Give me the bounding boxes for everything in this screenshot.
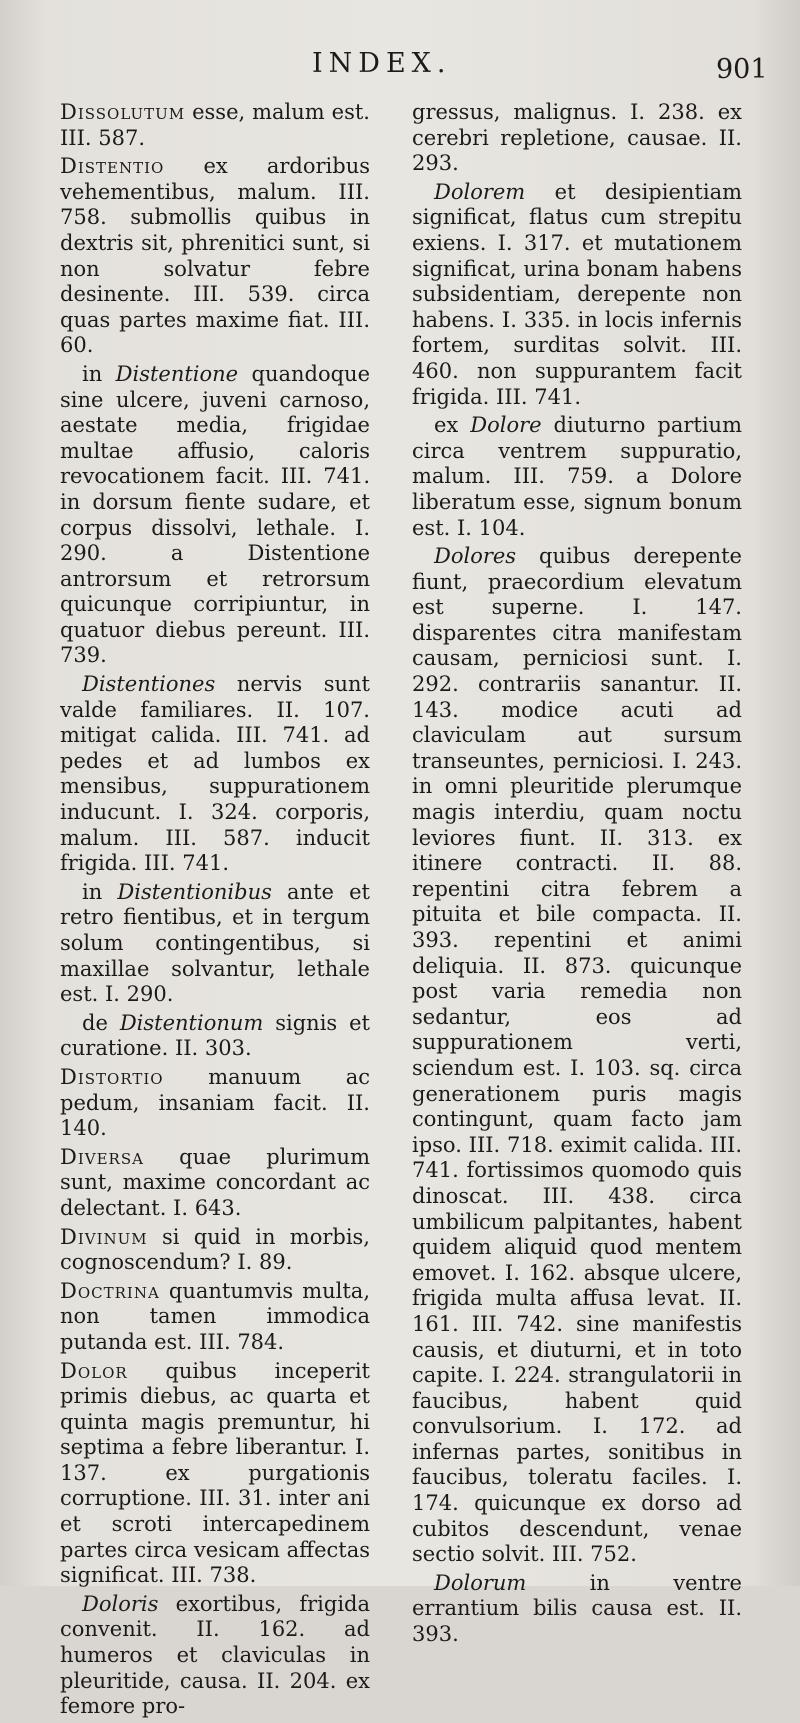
entry-headword: Diversa — [60, 1144, 144, 1169]
entry-text: si quid in morbis, cognoscendum? I. 89. — [60, 1224, 370, 1275]
entry-text: quibus inceperit primis diebus, ac quarta et quinta magis premuntur, hi septima a febre liberantur. I. 137. ex purgationis corruptione. III. 31. inter ani et scroti intercapedinem partes circa vesicam affectas significat. III. 738. — [60, 1358, 370, 1588]
entry-keyword: Dolorem — [434, 179, 526, 204]
index-entry — [60, 100, 370, 151]
entry-prefix: de — [82, 1010, 120, 1035]
index-entry — [412, 100, 742, 177]
index-entry — [412, 180, 742, 410]
index-entry — [60, 1359, 370, 1589]
page-header — [0, 44, 800, 94]
index-entry — [412, 413, 742, 541]
entry-keyword: Doloris — [82, 1591, 159, 1616]
page-number: 901 — [716, 54, 768, 85]
entry-keyword: Distentiones — [82, 672, 216, 697]
index-entry — [412, 1571, 742, 1648]
index-entry — [60, 1065, 370, 1142]
entry-text: et desipientiam significat, flatus cum strepitu exiens. I. 317. et mutationem significat, urina bonam habens subsidentiam, derepente non habens. I. 335. in locis infernis fortem, surditas solvit. III. 460. non suppurantem facit frigida. III. 741. — [412, 179, 742, 409]
index-entry — [412, 544, 742, 1568]
entry-headword: Divinum — [60, 1224, 148, 1249]
index-entry — [60, 362, 370, 669]
entry-text: quibus derepente fiunt, praecordium elevatum est superne. I. 147. disparentes citra manifestam causam, perniciosi sunt. I. 292. contrariis sanantur. II. 143. modice acuti ad claviculam aut sursum transeuntes, perniciosi. I. 243. in omni pleuritide plerumque magis interdiu, quam noctu leviores fiunt. II. 313. ex itinere contracti. II. 88. repentini citra febrem a pituita et bile compacta. II. 393. repentini et animi deliquia. II. 873. quicunque post varia remedia non sedantur, eos ad suppurationem verti, sciendum est. I. 103. sq. circa generationem puris magis contingunt, quam facto jam ipso. III. 718. eximit calida. III. 741. fortissimos quomodo quis dinoscat. III. 438. circa umbilicum palpitantes, habent quidem aliquid quod mentem emovet. I. 162. absque ulcere, frigida multa affusa levat. II. 161. III. 742. sine manifestis causis, et diuturni, et in toto capite. I. 224. strangulatorii in faucibus, habent quid convulsorium. I. 172. ad infernas partes, sonitibus in faucibus, toleratu faciles. I. 174. quicunque ex dorso ad cubitos descendunt, venae sectio solvit. III. 752. — [412, 544, 742, 1567]
entry-text: ante et retro fientibus, et in tergum solum contingentibus, si maxillae solvantur, lethale est. I. 290. — [60, 879, 370, 1007]
entry-keyword: Dolores — [434, 544, 517, 569]
entry-keyword: Distentione — [115, 361, 239, 386]
index-entry — [60, 1145, 370, 1222]
index-entry — [60, 1011, 370, 1062]
index-entry — [60, 1225, 370, 1276]
entry-text: in ventre errantium bilis causa est. II. 393. — [412, 1570, 742, 1647]
entry-prefix: ex — [434, 413, 471, 438]
entry-headword: Distentio — [60, 154, 165, 179]
entry-text: gressus, malignus. I. 238. ex cerebri repletione, causae. II. 293. — [412, 100, 742, 176]
index-entry — [60, 154, 370, 359]
entry-text: signis et curatione. II. 303. — [60, 1010, 370, 1061]
entry-text: quandoque sine ulcere, juveni carnoso, aestate media, frigidae multae affusio, caloris revocationem facit. III. 741. in dorsum fiente sudare, et corpus dissolvi, lethale. I. 290. a Distentione antrorsum et retrorsum quicunque corripiuntur, in quatuor diebus pereunt. III. 739. — [60, 361, 371, 668]
left-column — [60, 100, 370, 1723]
entry-text: quantumvis multa, non tamen immodica putanda est. III. 784. — [60, 1278, 370, 1354]
entry-headword: Dolor — [60, 1358, 128, 1383]
entry-text: nervis sunt valde familiares. II. 107. mitigat calida. III. 741. ad pedes et ad lumbos ex mensibus, suppurationem inducunt. I. 324. corporis, malum. III. 587. inducit frigida. III. 741. — [60, 672, 370, 876]
entry-text: quae plurimum sunt, maxime concordant ac delectant. I. 643. — [60, 1144, 370, 1220]
entry-keyword: Dolorum — [434, 1570, 527, 1595]
entry-headword: Doctrina — [60, 1278, 160, 1303]
entry-prefix: in — [82, 361, 116, 386]
entry-keyword: Distentionum — [119, 1010, 264, 1035]
entry-text: exortibus, frigida convenit. II. 162. ad humeros et claviculas in pleuritide, causa. II. 204. ex femore pro- — [60, 1591, 370, 1719]
index-entry — [60, 672, 370, 877]
entry-text: diuturno partium circa ventrem suppuratio, malum. III. 759. a Dolore liberatum esse, signum bonum est. I. 104. — [412, 413, 742, 540]
index-entry — [60, 880, 370, 1008]
entry-text: ex ardoribus vehementibus, malum. III. 758. submollis quibus in dextris sit, phrenitici sunt, si non solvatur febre desinente. III. 539. circa quas partes maxime fiat. III. 60. — [60, 154, 370, 358]
entry-keyword: Distentionibus — [117, 879, 272, 904]
entry-text: esse, malum est. III. 587. — [60, 100, 370, 150]
index-entry — [60, 1592, 370, 1720]
index-entry — [60, 1279, 370, 1356]
entry-headword: Distortio — [60, 1064, 164, 1089]
entry-headword: Dissolutum — [60, 100, 186, 124]
entry-prefix: in — [82, 879, 118, 904]
running-title: INDEX. — [312, 48, 452, 79]
entry-text: manuum ac pedum, insaniam facit. II. 140. — [60, 1064, 370, 1141]
right-column — [412, 100, 742, 1651]
entry-keyword: Dolore — [470, 413, 542, 438]
